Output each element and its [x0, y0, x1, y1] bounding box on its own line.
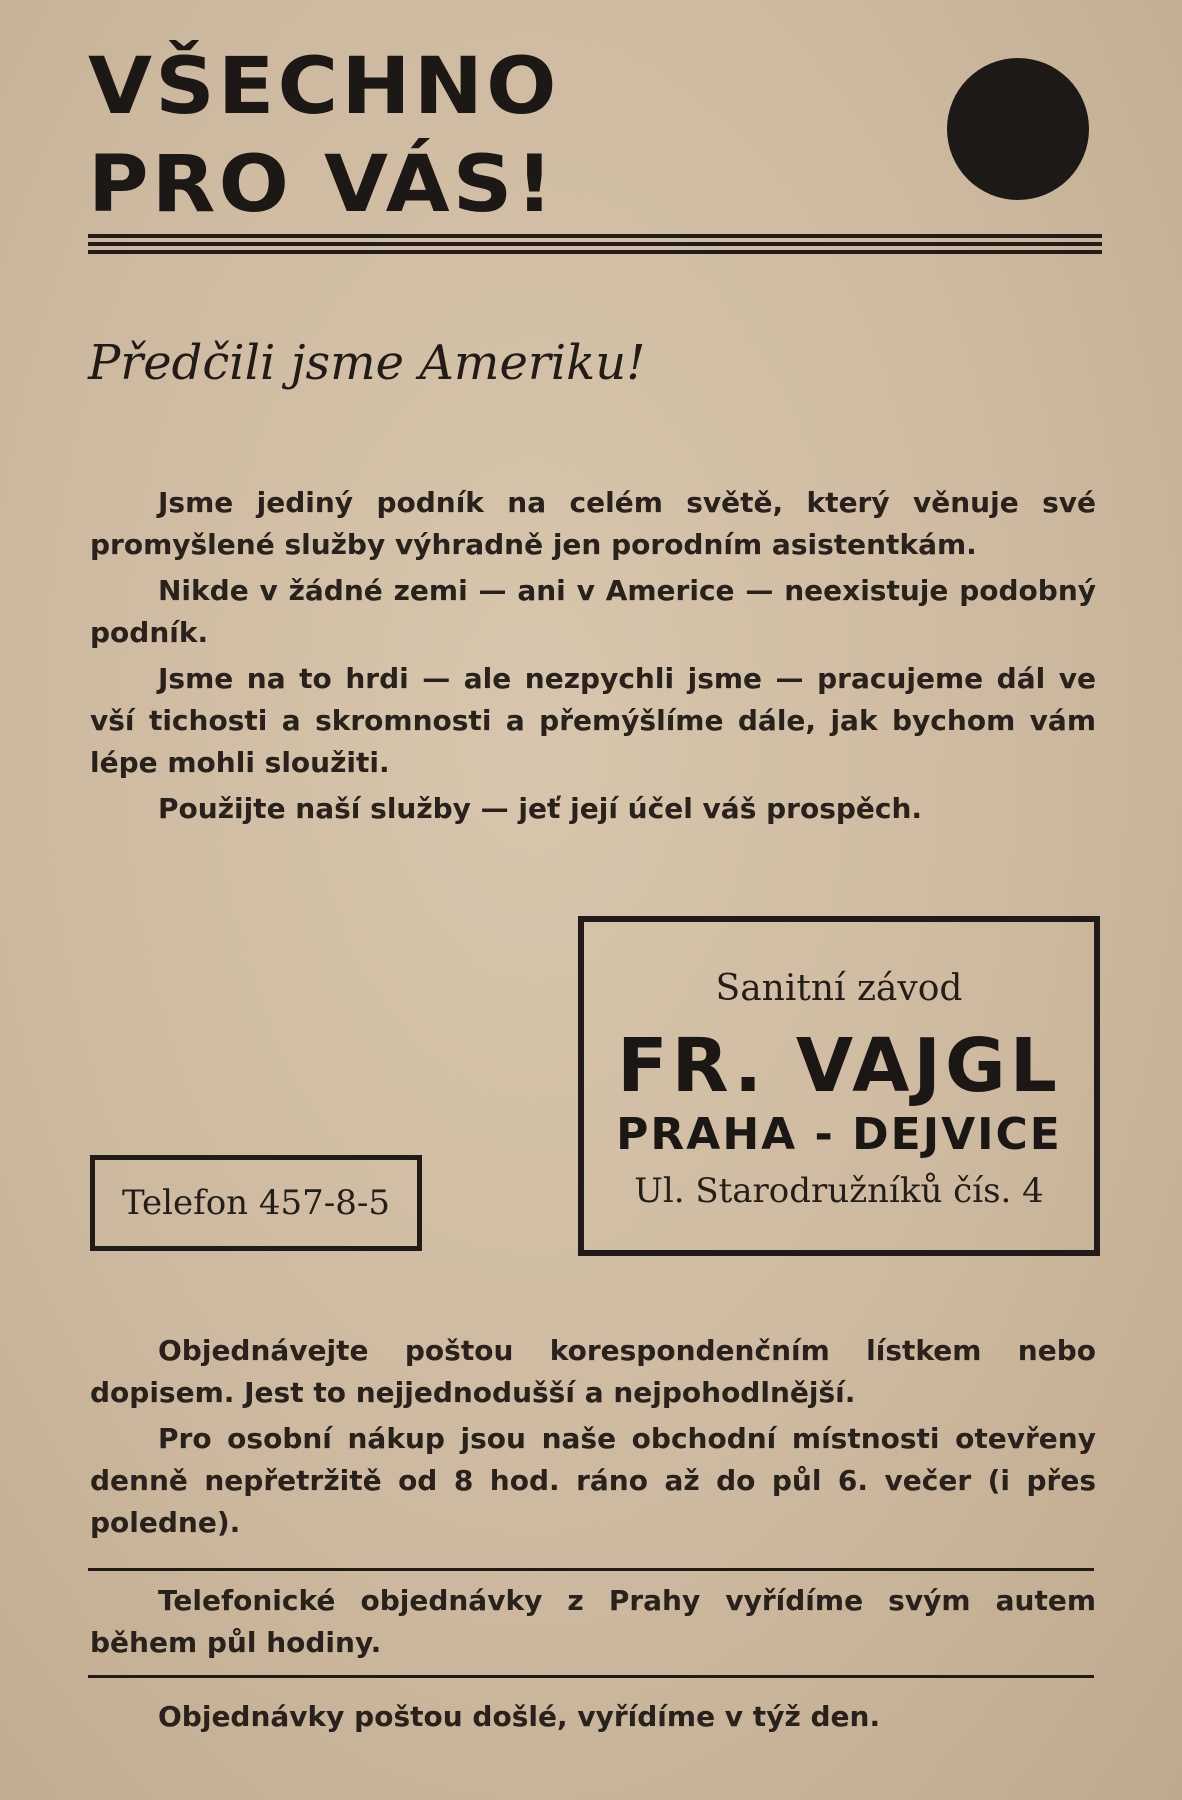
- phone-orders-paragraph: Telefonické objednávky z Prahy vyřídíme svým autem během půl hodiny.: [90, 1584, 1096, 1659]
- black-circle-icon: [947, 58, 1089, 200]
- orders-paragraph-1: Objednávejte poštou korespondenčním lístkem nebo dopisem. Jest to nejjednodušší a nejpohodlnější.: [90, 1334, 1096, 1409]
- headline-line-2: PRO VÁS!: [88, 140, 557, 230]
- phone-box: [90, 1155, 422, 1251]
- headline: [88, 38, 560, 234]
- company-box: [578, 916, 1100, 1256]
- divider-line: [88, 1568, 1094, 1571]
- company-kind: Sanitní závod: [715, 968, 963, 1009]
- orders-text: [90, 1330, 1096, 1548]
- intro-paragraph-1: Jsme jediný podník na celém světě, který věnuje své promyšlené služby výhradně jen porodním asistentkám.: [90, 486, 1096, 561]
- company-address: Ul. Starodružníků čís. 4: [634, 1171, 1044, 1211]
- company-city: PRAHA - DEJVICE: [616, 1109, 1062, 1160]
- header-divider: [88, 234, 1102, 258]
- headline-line-1: VŠECHNO: [88, 42, 560, 132]
- subtitle: Předčili jsme Ameriku!: [88, 335, 646, 391]
- orders-paragraph-2: Pro osobní nákup jsou naše obchodní místnosti otevřeny denně nepřetržitě od 8 hod. ráno až do půl 6. večer (i přes poledne).: [90, 1422, 1096, 1539]
- intro-paragraph-3: Jsme na to hrdi — ale nezpychli jsme — pracujeme dál ve vší tichosti a skromnosti a přemýšlíme dále, jak bychom vám lépe mohli sloužiti.: [90, 662, 1096, 779]
- phone-number: Telefon 457-8-5: [121, 1183, 391, 1223]
- intro-paragraph-2: Nikde v žádné zemi — ani v Americe — neexistuje podobný podník.: [90, 574, 1096, 649]
- divider-line: [88, 1675, 1094, 1678]
- mail-orders-paragraph: Objednávky poštou došlé, vyřídíme v týž den.: [158, 1700, 881, 1733]
- intro-text: [90, 482, 1096, 834]
- intro-paragraph-4: Použijte naší služby — jeť její účel váš prospěch.: [158, 792, 923, 825]
- phone-orders-text: [90, 1580, 1096, 1668]
- mail-orders-text: [90, 1696, 1096, 1742]
- company-name: FR. VAJGL: [617, 1023, 1061, 1109]
